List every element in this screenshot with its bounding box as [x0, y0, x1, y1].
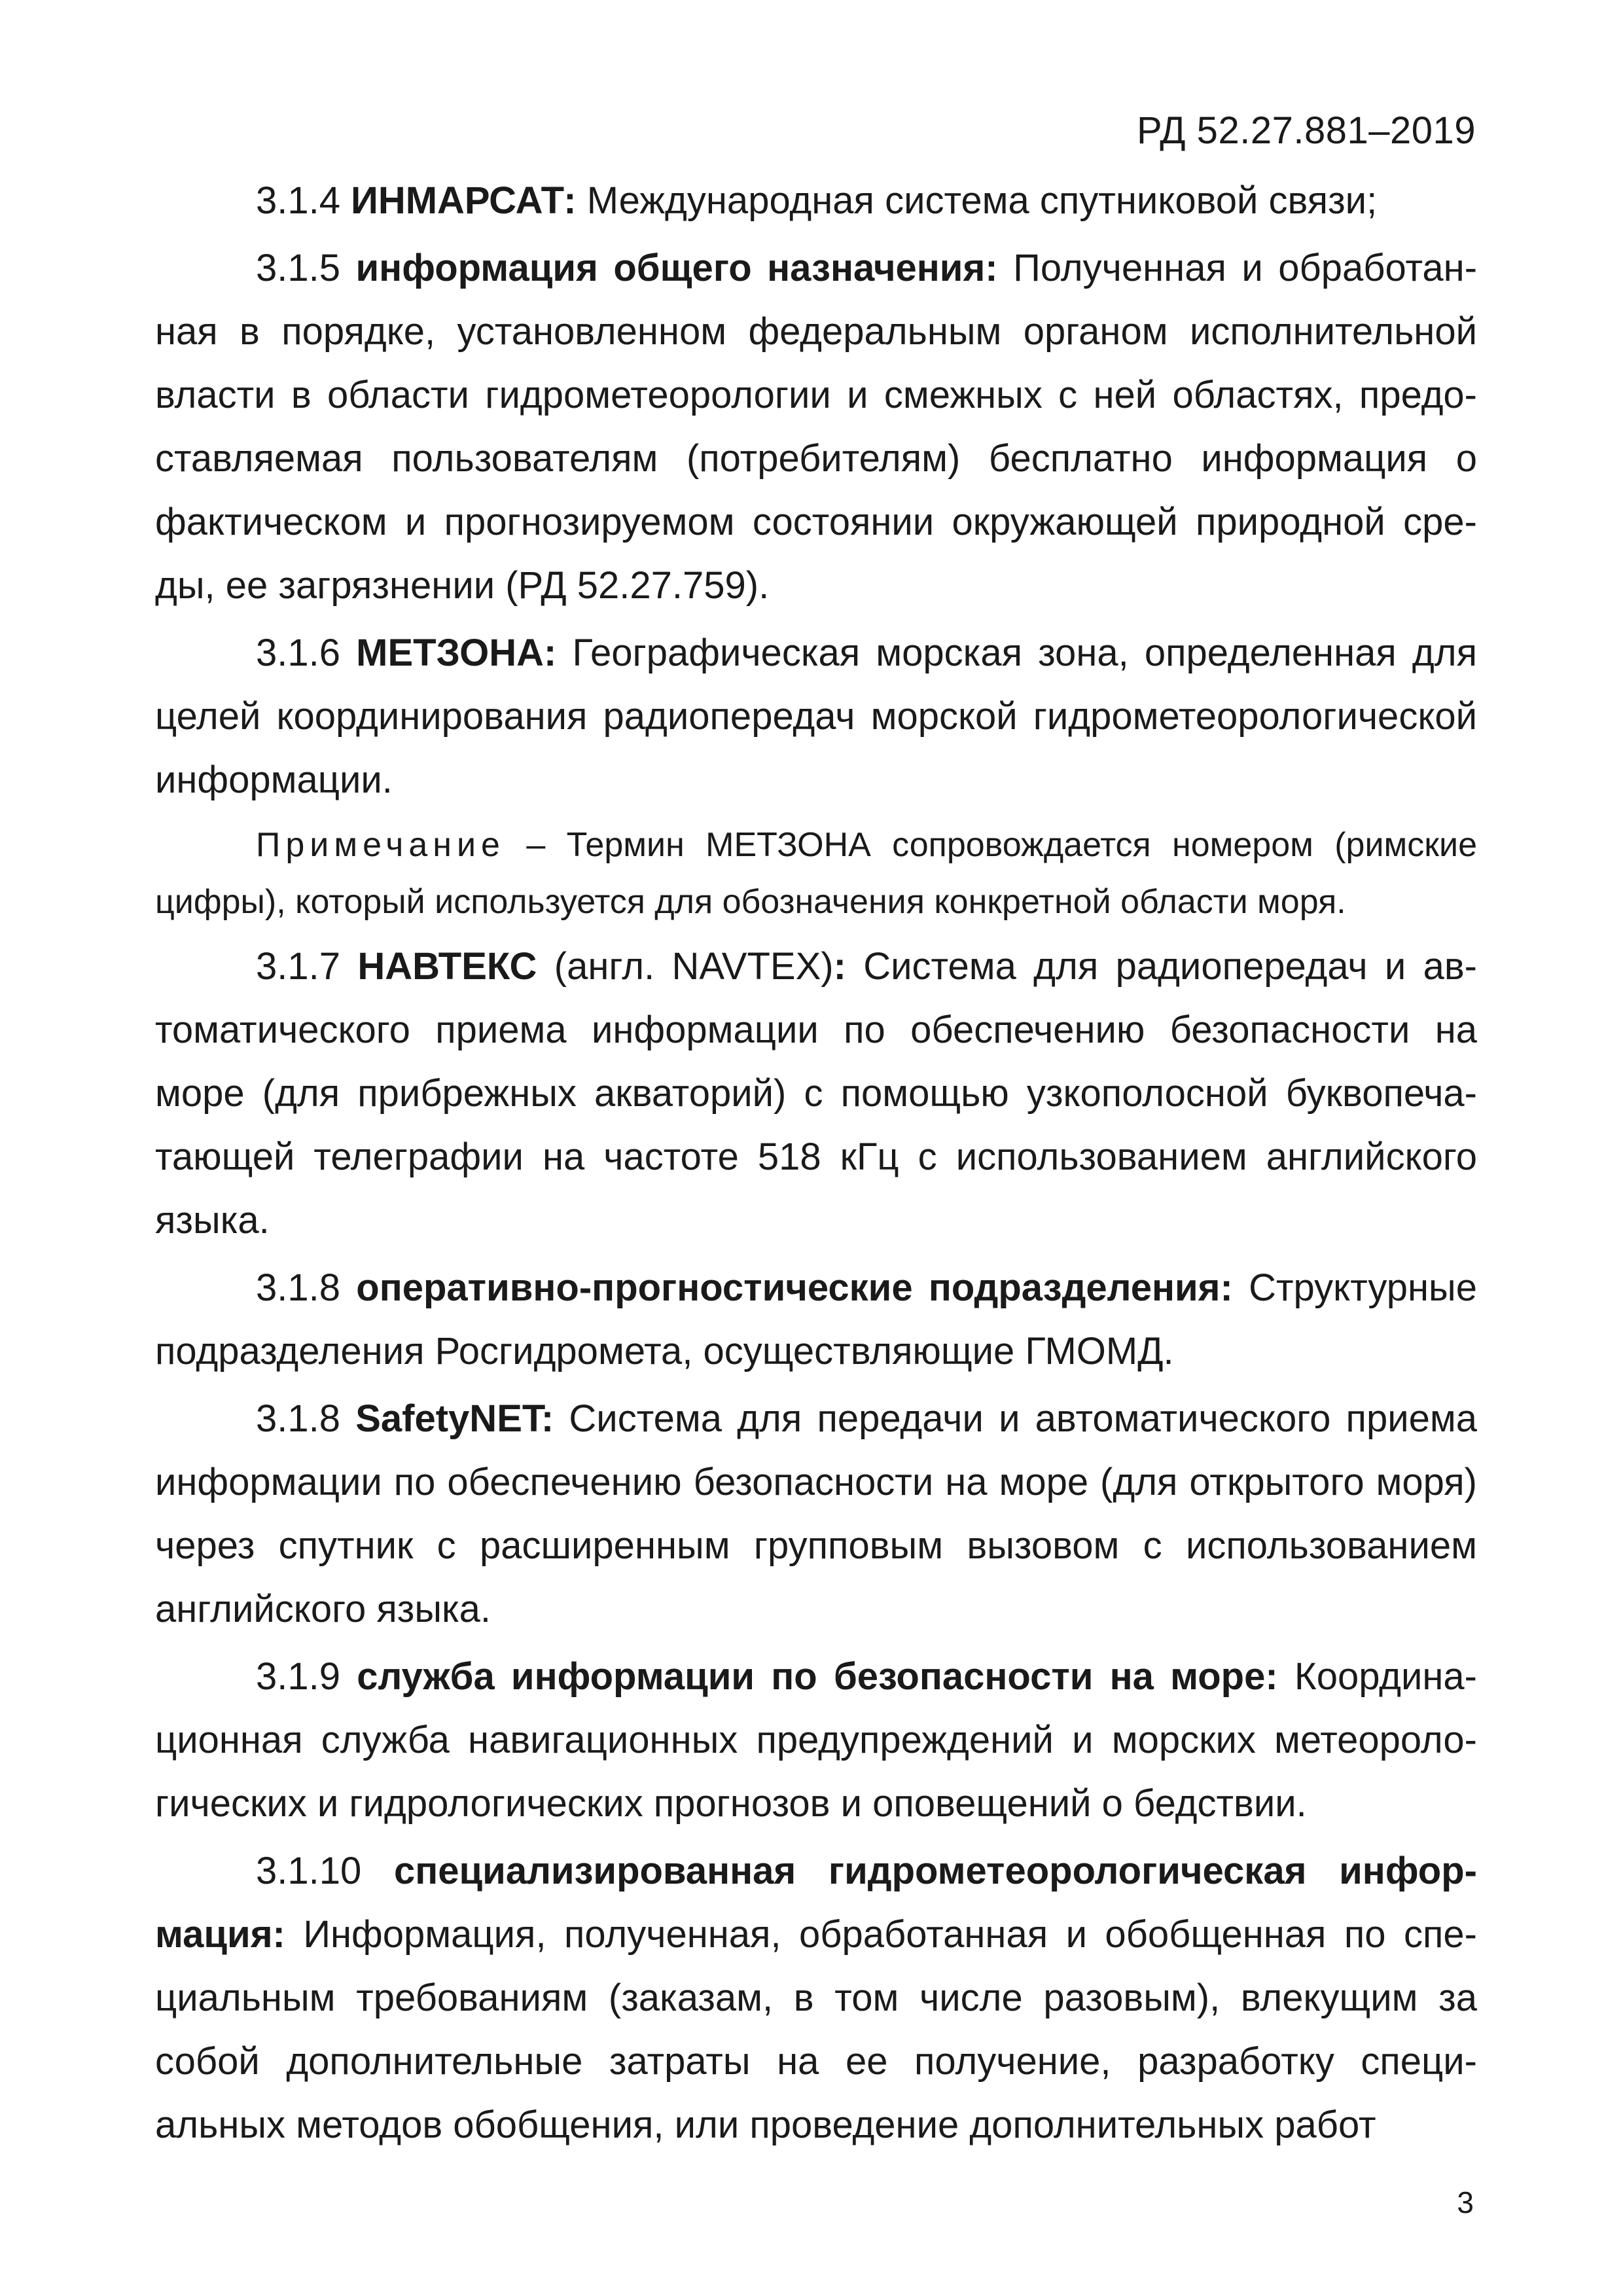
- document-body: [155, 169, 1477, 2157]
- definition-text: Структурные подразделения Росгидромета, осуществляющие ГМОМД.: [155, 1266, 1477, 1372]
- clause-number: 3.1.5: [256, 247, 340, 289]
- definition-text: Полученная и обработанная в порядке, установленном федеральным органом исполнительной власти в области гидрометеорологии и смежных с ней областях, предоставляемая пользователям (потребителям) бесплатно информация о фактическом и прогнозируемом состоянии окружающей природной среды, ее загрязнении (РД 52.27.759).: [155, 247, 1478, 607]
- clause-number: 3.1.6: [256, 632, 340, 674]
- term-colon: :: [833, 945, 846, 988]
- term: НАВТЕКС: [357, 945, 537, 988]
- clause-number: 3.1.8: [256, 1266, 340, 1309]
- definition-text: Система для радиопередач и автоматического приема информации по обеспечению безопасности на море (для прибрежных акваторий) с помощью узкополосной буквопечатающей телеграфии на частоте 518 кГц с использованием английского языка.: [155, 945, 1477, 1242]
- term: МЕТЗОНА:: [356, 632, 557, 674]
- clause-number: 3.1.4: [256, 179, 340, 222]
- definition-text: Информация, полученная, обработанная и обобщенная по специальным требованиям (заказам, в том числе разовым), влекущим за собой дополнительные затраты на ее получение, разработку специальных методов обобщения, или проведение дополнительных работ: [155, 1913, 1477, 2146]
- clause-number: 3.1.10: [256, 1850, 362, 1892]
- definition-3-1-6: [155, 621, 1477, 812]
- definition-text: Координационная служба навигационных предупреждений и морских метеорологических и гидрологических прогнозов и оповещений о бедствии.: [155, 1655, 1477, 1825]
- note: [155, 817, 1477, 931]
- definition-text: Международная система спутниковой связи;: [586, 179, 1378, 222]
- page-number: 3: [1457, 2185, 1474, 2219]
- definition-3-1-9: [155, 1645, 1477, 1835]
- clause-number: 3.1.7: [256, 945, 340, 988]
- document-code-header: РД 52.27.881–2019: [1136, 109, 1476, 152]
- term: SafetyNET:: [355, 1397, 554, 1440]
- term: служба информации по безопасности на море:: [357, 1655, 1278, 1698]
- note-label: Примечание: [256, 826, 505, 864]
- clause-number: 3.1.9: [256, 1655, 340, 1698]
- definition-text: Географическая морская зона, определенная для целей координирования радиопередач морской гидрометеорологической информации.: [155, 632, 1477, 801]
- definition-3-1-10: [155, 1839, 1477, 2157]
- definition-3-1-8-b: [155, 1387, 1477, 1641]
- term: оперативно-прогностические подразделения:: [356, 1266, 1233, 1309]
- definition-3-1-7: [155, 935, 1477, 1252]
- definition-text: Система для передачи и автоматического приема информации по обеспечению безопасности на море (для открытого моря) через спутник с расширенным групповым вызовом с использованием английского языка.: [155, 1397, 1478, 1630]
- clause-number: 3.1.8: [256, 1397, 340, 1440]
- definition-3-1-8-a: [155, 1256, 1477, 1383]
- term: информация общего назначения:: [355, 247, 998, 289]
- definition-3-1-4: [155, 169, 1477, 232]
- note-text: – Термин МЕТЗОНА сопровождается номером (римские цифры), который используется для обозначения конкретной области моря.: [155, 826, 1477, 921]
- term-suffix: (англ. NAVTEX): [554, 945, 834, 988]
- term: ИНМАРСАТ:: [351, 179, 577, 222]
- term: специализированная гидрометеорологическая информация:: [155, 1850, 1477, 1956]
- definition-3-1-5: [155, 236, 1477, 617]
